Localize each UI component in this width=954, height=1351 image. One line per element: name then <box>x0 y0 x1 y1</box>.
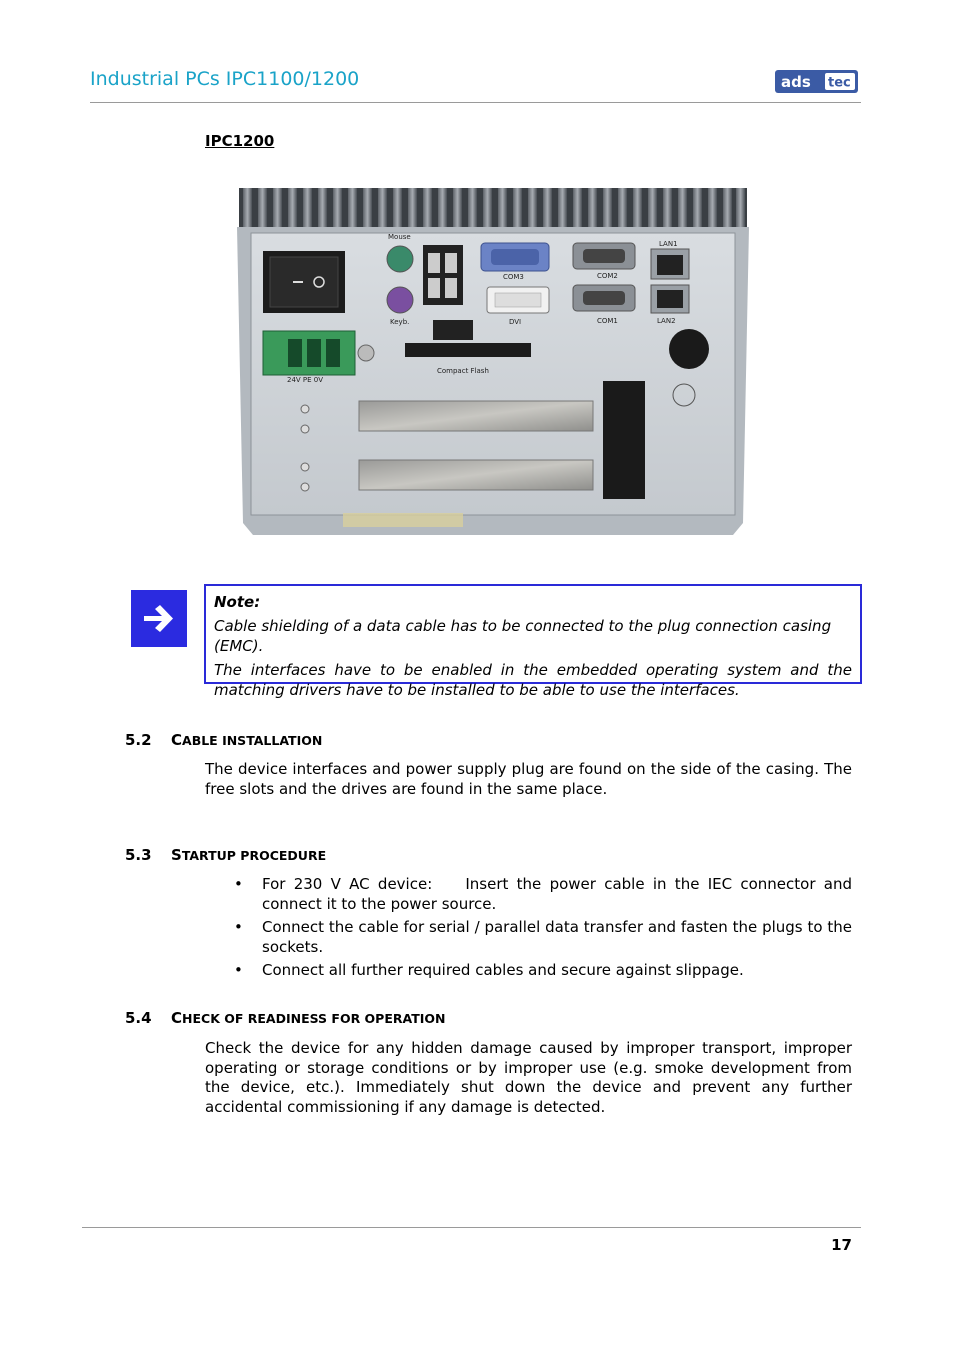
section-number-5-2: 5.2 <box>125 731 152 749</box>
section-title-5-2 <box>171 731 322 749</box>
section-body-5-2: The device interfaces and power supply plug are found on the side of the casing. The free slots and the drives are found in the same place. <box>205 760 852 798</box>
list-item: • Connect the cable for serial / parallel data transfer and fasten the plugs to the sockets. <box>205 918 852 957</box>
label-com2: COM2 <box>597 272 618 280</box>
note-line-interfaces: The interfaces have to be enabled in the embedded operating system and the matching drivers have to be installed to be able to use the interfaces. <box>214 661 852 699</box>
section-number-5-3: 5.3 <box>125 846 152 864</box>
section-title-cap: S <box>171 846 182 864</box>
label-dvi: DVI <box>509 318 522 326</box>
ads-tec-logo <box>775 70 858 93</box>
footer-divider <box>82 1227 861 1228</box>
logo-text-right: tec <box>828 75 851 91</box>
logo-text-left: ads <box>781 73 811 91</box>
label-com3: COM3 <box>503 273 524 281</box>
list-item: • For 230 V AC device: Insert the power cable in the IEC connector and connect it to the power source. <box>205 875 852 914</box>
section-body-5-4: Check the device for any hidden damage caused by improper transport, improper operating or storage conditions or by improper use (e.g. smoke development from the device, etc.). Immediately shut down the device and prevent any further accidental commissioning if any damage is detected. <box>205 1039 852 1116</box>
section-title-5-3 <box>171 846 326 864</box>
section-title-cap: C <box>171 1009 183 1027</box>
note-box <box>204 584 862 699</box>
label-lan1: LAN1 <box>659 240 678 248</box>
label-com1: COM1 <box>597 317 618 325</box>
document-title: Industrial PCs IPC1100/1200 <box>90 68 360 90</box>
section-title-cap: C <box>171 731 183 749</box>
note-line-emc: Cable shielding of a data cable has to be connected to the plug connection casing (EMC). <box>214 617 832 655</box>
section-number-5-4: 5.4 <box>125 1009 152 1027</box>
page-number: 17 <box>831 1236 852 1254</box>
section-title-rest: TARTUP PROCEDURE <box>181 848 327 863</box>
label-keyb: Keyb. <box>390 318 410 326</box>
section-title-rest: ABLE INSTALLATION <box>182 733 323 748</box>
ipc1200-rear-panel-photo <box>233 183 753 543</box>
label-compact-flash: Compact Flash <box>437 367 489 375</box>
list-item: • Connect all further required cables and secure against slippage. <box>205 961 852 981</box>
label-mouse: Mouse <box>388 233 411 241</box>
label-lan2: LAN2 <box>657 317 676 325</box>
figure-caption: IPC1200 <box>205 132 275 150</box>
note-arrow-icon <box>131 590 187 647</box>
note-title: Note: <box>214 593 261 611</box>
startup-bullet-list <box>205 875 857 985</box>
section-title-5-4 <box>171 1009 445 1027</box>
section-title-rest: HECK OF READINESS FOR OPERATION <box>182 1011 446 1026</box>
label-power-terminal: 24V PE 0V <box>287 376 324 384</box>
header-divider <box>90 102 861 103</box>
